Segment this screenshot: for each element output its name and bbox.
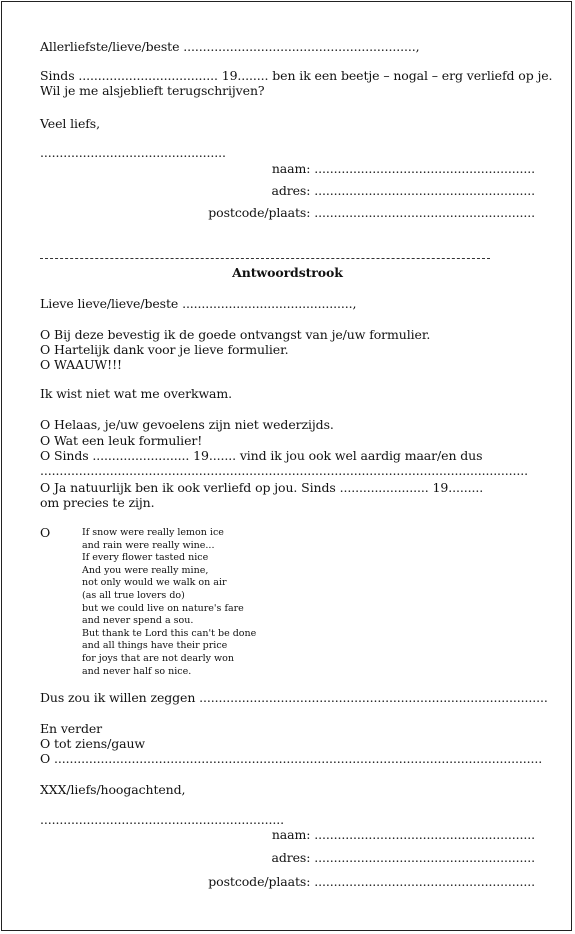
option-yes: O Ja natuurlijk ben ik ook verliefd op jou. Sinds ....................... 19......... bbox=[40, 480, 484, 495]
option-yes-continued: om precies te zijn. bbox=[40, 495, 155, 510]
poem-line: and all things have their price bbox=[82, 640, 228, 652]
poem-line: If every flower tasted nice bbox=[82, 552, 209, 564]
option-blank: O .............................................................................................................................. bbox=[40, 751, 543, 766]
reply-postcode-field: postcode/plaats: ......................................................... bbox=[208, 874, 535, 889]
letter-request: Wil je me alsjeblieft terugschrijven? bbox=[40, 83, 265, 98]
sign-off: XXX/liefs/hoogachtend, bbox=[40, 782, 186, 797]
poem-option-marker: O bbox=[40, 525, 51, 540]
poem-line: but we could live on nature's fare bbox=[82, 602, 244, 614]
option-since: O Sinds ......................... 19....... vind ik jou ook wel aardig maar/en dus bbox=[40, 448, 483, 463]
poem-line: and rain were really wine... bbox=[82, 539, 215, 551]
reply-signature-line: ............................................................... bbox=[40, 812, 285, 827]
poem-line: and never half so nice. bbox=[82, 665, 192, 677]
letter-signature-line: ................................................ bbox=[40, 145, 226, 160]
letter-address-field: adres: ......................................................... bbox=[271, 183, 535, 198]
letter-greeting: Allerliefste/lieve/beste ............................................................, bbox=[40, 39, 420, 54]
reply-greeting: Lieve lieve/lieve/beste ............................................, bbox=[40, 296, 357, 311]
so-say-line: Dus zou ik willen zeggen .......................................................................................... bbox=[40, 690, 548, 705]
letter-postcode-field: postcode/plaats: ......................................................... bbox=[208, 205, 535, 220]
letter-name-field: naam: ......................................................... bbox=[271, 161, 535, 176]
letter-since-line: Sinds .................................... 19........ ben ik een beetje – nogal – erg verliefd op je. bbox=[40, 68, 553, 83]
poem-line: And you were really mine, bbox=[82, 564, 209, 576]
further-text: En verder bbox=[40, 721, 103, 736]
poem-line: But thank te Lord this can't be done bbox=[82, 627, 257, 639]
poem-line: for joys that are not dearly won bbox=[82, 653, 234, 664]
option-nice: O Wat een leuk formulier! bbox=[40, 433, 203, 448]
poem-line: If snow were really lemon ice bbox=[82, 527, 224, 538]
overwhelmed-text: Ik wist niet wat me overkwam. bbox=[40, 386, 233, 401]
option-confirm: O Bij deze bevestig ik de goede ontvangst van je/uw formulier. bbox=[40, 327, 431, 342]
letter-closing: Veel liefs, bbox=[40, 116, 100, 131]
poem-line: (as all true lovers do) bbox=[82, 590, 185, 601]
option-wow: O WAAUW!!! bbox=[40, 357, 122, 372]
reply-title: Antwoordstrook bbox=[232, 265, 343, 280]
cut-line bbox=[40, 258, 490, 259]
reply-name-field: naam: ......................................................... bbox=[271, 827, 535, 842]
poem-line: and never spend a sou. bbox=[82, 615, 194, 627]
poem-line: not only would we walk on air bbox=[82, 577, 227, 589]
reply-address-field: adres: ......................................................... bbox=[271, 850, 535, 865]
option-bye: O tot ziens/gauw bbox=[40, 736, 146, 751]
option-thanks: O Hartelijk dank voor je lieve formulier. bbox=[40, 342, 289, 357]
option-alas: O Helaas, je/uw gevoelens zijn niet wederzijds. bbox=[40, 417, 334, 432]
dotted-line: .............................................................................................................................. bbox=[40, 463, 529, 478]
